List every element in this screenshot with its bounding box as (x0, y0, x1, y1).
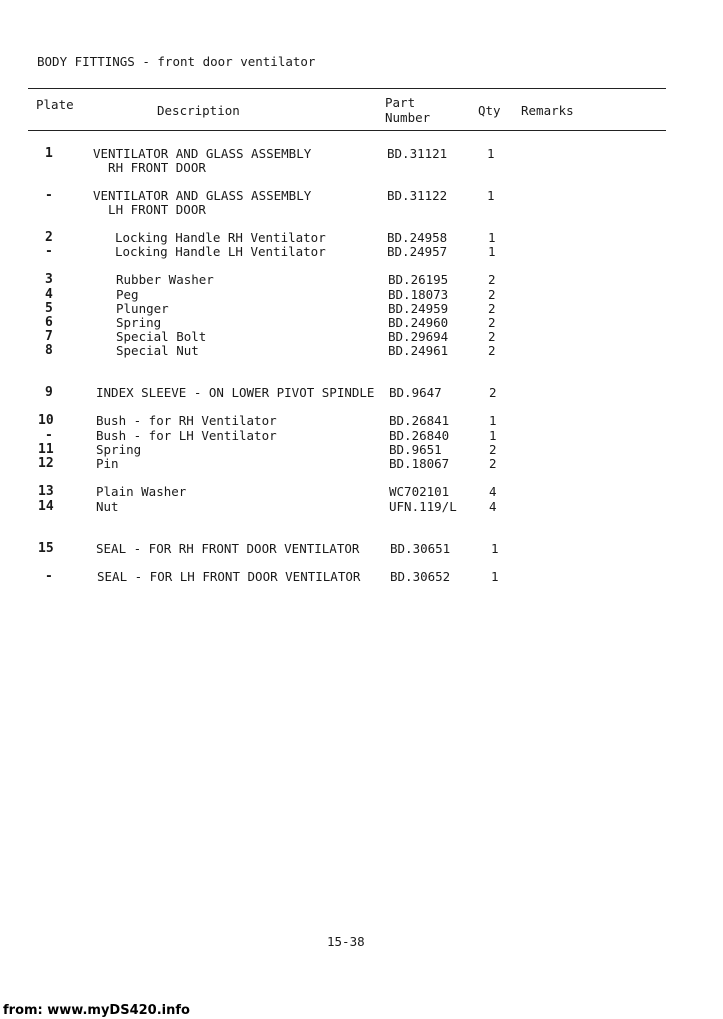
row-description: Nut (96, 499, 119, 514)
row-plate: 11 (38, 442, 54, 457)
row-qty: 4 (489, 484, 497, 499)
row-plate: 14 (38, 499, 54, 514)
row-part-number: BD.24957 (387, 244, 448, 259)
col-header-part-line2: Number (385, 110, 431, 125)
row-qty: 2 (488, 329, 496, 344)
row-qty: 1 (487, 146, 495, 161)
row-qty: 1 (489, 428, 497, 443)
col-header-remarks: Remarks (521, 103, 574, 118)
row-part-number: WC702101 (389, 484, 450, 499)
row-description: Peg (116, 287, 139, 302)
row-qty: 2 (488, 315, 496, 330)
row-qty: 1 (488, 230, 496, 245)
row-part-number: BD.31121 (387, 146, 448, 161)
row-part-number: UFN.119/L (389, 499, 457, 514)
row-plate: - (45, 569, 53, 584)
row-plate: 15 (38, 541, 54, 556)
col-header-description: Description (157, 103, 240, 118)
row-part-number: BD.24961 (388, 343, 449, 358)
row-plate: 8 (45, 343, 53, 358)
row-qty: 1 (491, 541, 499, 556)
row-description: Rubber Washer (116, 272, 214, 287)
row-description: Pin (96, 456, 119, 471)
row-part-number: BD.26195 (388, 272, 449, 287)
row-description: Plain Washer (96, 484, 187, 499)
row-description: Bush - for RH Ventilator (96, 413, 277, 428)
row-part-number: BD.24958 (387, 230, 448, 245)
page-title: BODY FITTINGS - front door ventilator (37, 54, 316, 69)
col-header-part-line1: Part (385, 95, 416, 110)
row-description: Special Bolt (116, 329, 207, 344)
row-plate: 6 (45, 315, 53, 330)
row-description: INDEX SLEEVE - ON LOWER PIVOT SPINDLE (96, 385, 375, 400)
page-number: 15-38 (327, 934, 365, 949)
row-description: Plunger (116, 301, 169, 316)
row-description: SEAL - FOR LH FRONT DOOR VENTILATOR (97, 569, 361, 584)
row-plate: - (45, 428, 53, 443)
row-part-number: BD.30651 (390, 541, 451, 556)
row-part-number: BD.31122 (387, 188, 448, 203)
row-description: Spring (96, 442, 142, 457)
row-plate: 1 (45, 146, 53, 161)
header-bottom-rule (28, 130, 666, 131)
source-footer: from: www.myDS420.info (3, 1003, 190, 1018)
row-plate: 9 (45, 385, 53, 400)
row-qty: 1 (489, 413, 497, 428)
row-description: RH FRONT DOOR (93, 160, 206, 175)
col-header-qty: Qty (478, 103, 501, 118)
row-qty: 2 (488, 287, 496, 302)
row-plate: 2 (45, 230, 53, 245)
row-description: Bush - for LH Ventilator (96, 428, 277, 443)
row-qty: 1 (488, 244, 496, 259)
row-part-number: BD.24959 (388, 301, 449, 316)
row-part-number: BD.24960 (388, 315, 449, 330)
row-description: Locking Handle LH Ventilator (115, 244, 326, 259)
row-qty: 1 (491, 569, 499, 584)
row-qty: 2 (489, 456, 497, 471)
row-plate: 7 (45, 329, 53, 344)
header-top-rule (28, 88, 666, 89)
row-plate: 3 (45, 272, 53, 287)
row-part-number: BD.9647 (389, 385, 442, 400)
row-plate: 10 (38, 413, 54, 428)
row-part-number: BD.9651 (389, 442, 442, 457)
row-plate: 13 (38, 484, 54, 499)
row-plate: 12 (38, 456, 54, 471)
row-description: VENTILATOR AND GLASS ASSEMBLY (93, 188, 312, 203)
row-description: Special Nut (116, 343, 199, 358)
row-plate: 5 (45, 301, 53, 316)
row-plate: - (45, 188, 53, 203)
row-description: Spring (116, 315, 162, 330)
row-plate: 4 (45, 287, 53, 302)
row-qty: 2 (488, 343, 496, 358)
row-description: SEAL - FOR RH FRONT DOOR VENTILATOR (96, 541, 360, 556)
row-qty: 2 (488, 301, 496, 316)
row-part-number: BD.18073 (388, 287, 449, 302)
row-part-number: BD.29694 (388, 329, 449, 344)
row-qty: 2 (489, 442, 497, 457)
row-qty: 2 (488, 272, 496, 287)
row-part-number: BD.30652 (390, 569, 451, 584)
row-part-number: BD.26840 (389, 428, 450, 443)
row-description: LH FRONT DOOR (93, 202, 206, 217)
row-part-number: BD.26841 (389, 413, 450, 428)
row-plate: - (45, 244, 53, 259)
row-qty: 2 (489, 385, 497, 400)
row-description: VENTILATOR AND GLASS ASSEMBLY (93, 146, 312, 161)
row-qty: 4 (489, 499, 497, 514)
row-part-number: BD.18067 (389, 456, 450, 471)
row-description: Locking Handle RH Ventilator (115, 230, 326, 245)
row-qty: 1 (487, 188, 495, 203)
col-header-plate: Plate (36, 97, 74, 112)
